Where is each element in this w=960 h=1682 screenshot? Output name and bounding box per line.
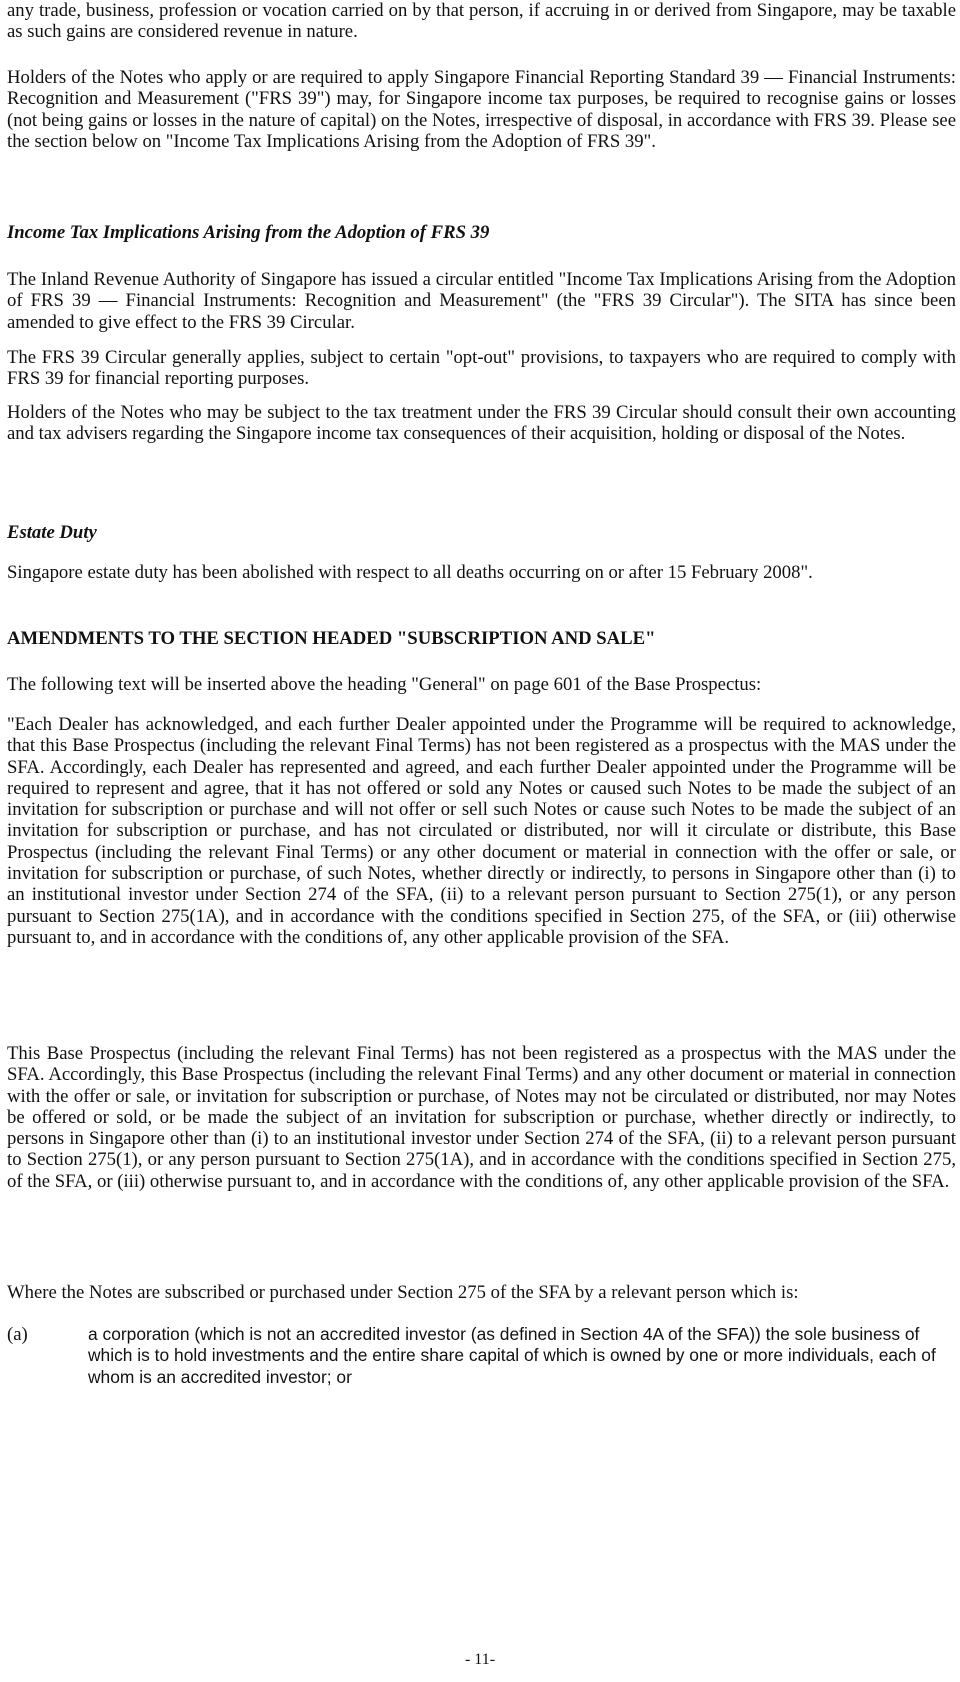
paragraph-text: Singapore estate duty has been abolished with respect to all deaths occurring on or after 15 February 2008". xyxy=(7,562,813,583)
paragraph-text: Where the Notes are subscribed or purchased under Section 275 of the SFA by a relevant person which is: xyxy=(7,1282,799,1303)
paragraph-consult-advisers xyxy=(7,402,956,445)
paragraph-text: This Base Prospectus (including the relevant Final Terms) has not been registered as a prospectus with the MAS under the SFA. Accordingly, this Base Prospectus (including the relevant Final Terms) and any other document or material in connection with the offer or sale, or invitation for subscription or purchase, of Notes may not be circulated or distributed, nor may Notes be offered or sold, or be made the subject of an invitation for subscription or purchase, whether directly or indirectly, to persons in Singapore other than (i) to an institutional investor under Section 274 of the SFA, (ii) to a relevant person pursuant to Section 275(1), or any person pursuant to Section 275(1A), and in accordance with the conditions specified in Section 275, of the SFA, or (iii) otherwise pursuant to, and in accordance with the conditions of, any other applicable provision of the SFA. xyxy=(7,1043,956,1192)
paragraph-not-registered xyxy=(7,1043,956,1192)
paragraph-insert-text xyxy=(7,674,956,695)
heading-income-tax-implications xyxy=(7,222,956,243)
list-item-label: (a) xyxy=(7,1324,28,1345)
paragraph-dealer-acknowledgement xyxy=(7,714,956,948)
section-heading: AMENDMENTS TO THE SECTION HEADED "SUBSCRIPTION AND SALE" xyxy=(7,628,656,649)
paragraph-text: Holders of the Notes who may be subject to the tax treatment under the FRS 39 Circular should consult their own accounting and tax advisers regarding the Singapore income tax consequences of their acquisition, holding or disposal of the Notes. xyxy=(7,402,956,445)
paragraph-text: The Inland Revenue Authority of Singapore has issued a circular entitled "Income Tax Implications Arising from the Adoption of FRS 39 — Financial Instruments: Recognition and Measurement" (the "FRS 39 Circular"). The SITA has since been amended to give effect to the FRS 39 Circular. xyxy=(7,269,956,333)
paragraph-text: The following text will be inserted above the heading "General" on page 601 of the Base Prospectus: xyxy=(7,674,762,695)
section-heading: Estate Duty xyxy=(7,522,97,543)
paragraph-circular-applies xyxy=(7,347,956,390)
paragraph-trade-gains xyxy=(7,0,956,43)
paragraph-text: any trade, business, profession or vocation carried on by that person, if accruing in or derived from Singapore, may be taxable as such gains are considered revenue in nature. xyxy=(7,0,956,43)
paragraph-text: Holders of the Notes who apply or are required to apply Singapore Financial Reporting Standard 39 — Financial Instruments: Recognition and Measurement ("FRS 39") may, for Singapore income tax purposes, be required to recognise gains or losses (not being gains or losses in the nature of capital) on the Notes, irrespective of disposal, in accordance with FRS 39. Please see the section below on "Income Tax Implications Arising from the Adoption of FRS 39". xyxy=(7,67,956,152)
list-item-text: a corporation (which is not an accredited investor (as defined in Section 4A of the SFA)) the sole business of which is to hold investments and the entire share capital of which is owned by one or more individuals, each of whom is an accredited investor; or xyxy=(88,1324,936,1387)
heading-amendments xyxy=(7,628,956,649)
paragraph-frs39-holders xyxy=(7,67,956,152)
heading-estate-duty xyxy=(7,522,956,543)
paragraph-section-275 xyxy=(7,1282,956,1303)
paragraph-iras-circular xyxy=(7,269,956,333)
section-heading: Income Tax Implications Arising from the Adoption of FRS 39 xyxy=(7,222,490,243)
paragraph-text: "Each Dealer has acknowledged, and each further Dealer appointed under the Programme will be required to acknowledge, that this Base Prospectus (including the relevant Final Terms) has not been registered as a prospectus with the MAS under the SFA. Accordingly, each Dealer has represented and agreed, and each further Dealer appointed under the Programme will be required to represent and agree, that it has not offered or sold any Notes or caused such Notes to be made the subject of an invitation for subscription or purchase and will not offer or sell such Notes or cause such Notes to be made the subject of an invitation for subscription or purchase, and has not circulated or distributed, nor will it circulate or distribute, this Base Prospectus (including the relevant Final Terms) or any other document or material in connection with the offer or sale, or invitation for subscription or purchase, of such Notes, whether directly or indirectly, to persons in Singapore other than (i) to an institutional investor under Section 274 of the SFA, (ii) to a relevant person pursuant to Section 275(1), or any person pursuant to Section 275(1A), and in accordance with the conditions specified in Section 275, of the SFA, or (iii) otherwise pursuant to, and in accordance with the conditions of, any other applicable provision of the SFA. xyxy=(7,714,956,948)
page-number: - 11- xyxy=(464,1651,496,1668)
paragraph-text: The FRS 39 Circular generally applies, subject to certain "opt-out" provisions, to taxpayers who are required to comply with FRS 39 for financial reporting purposes. xyxy=(7,347,956,390)
paragraph-estate-duty xyxy=(7,562,956,583)
